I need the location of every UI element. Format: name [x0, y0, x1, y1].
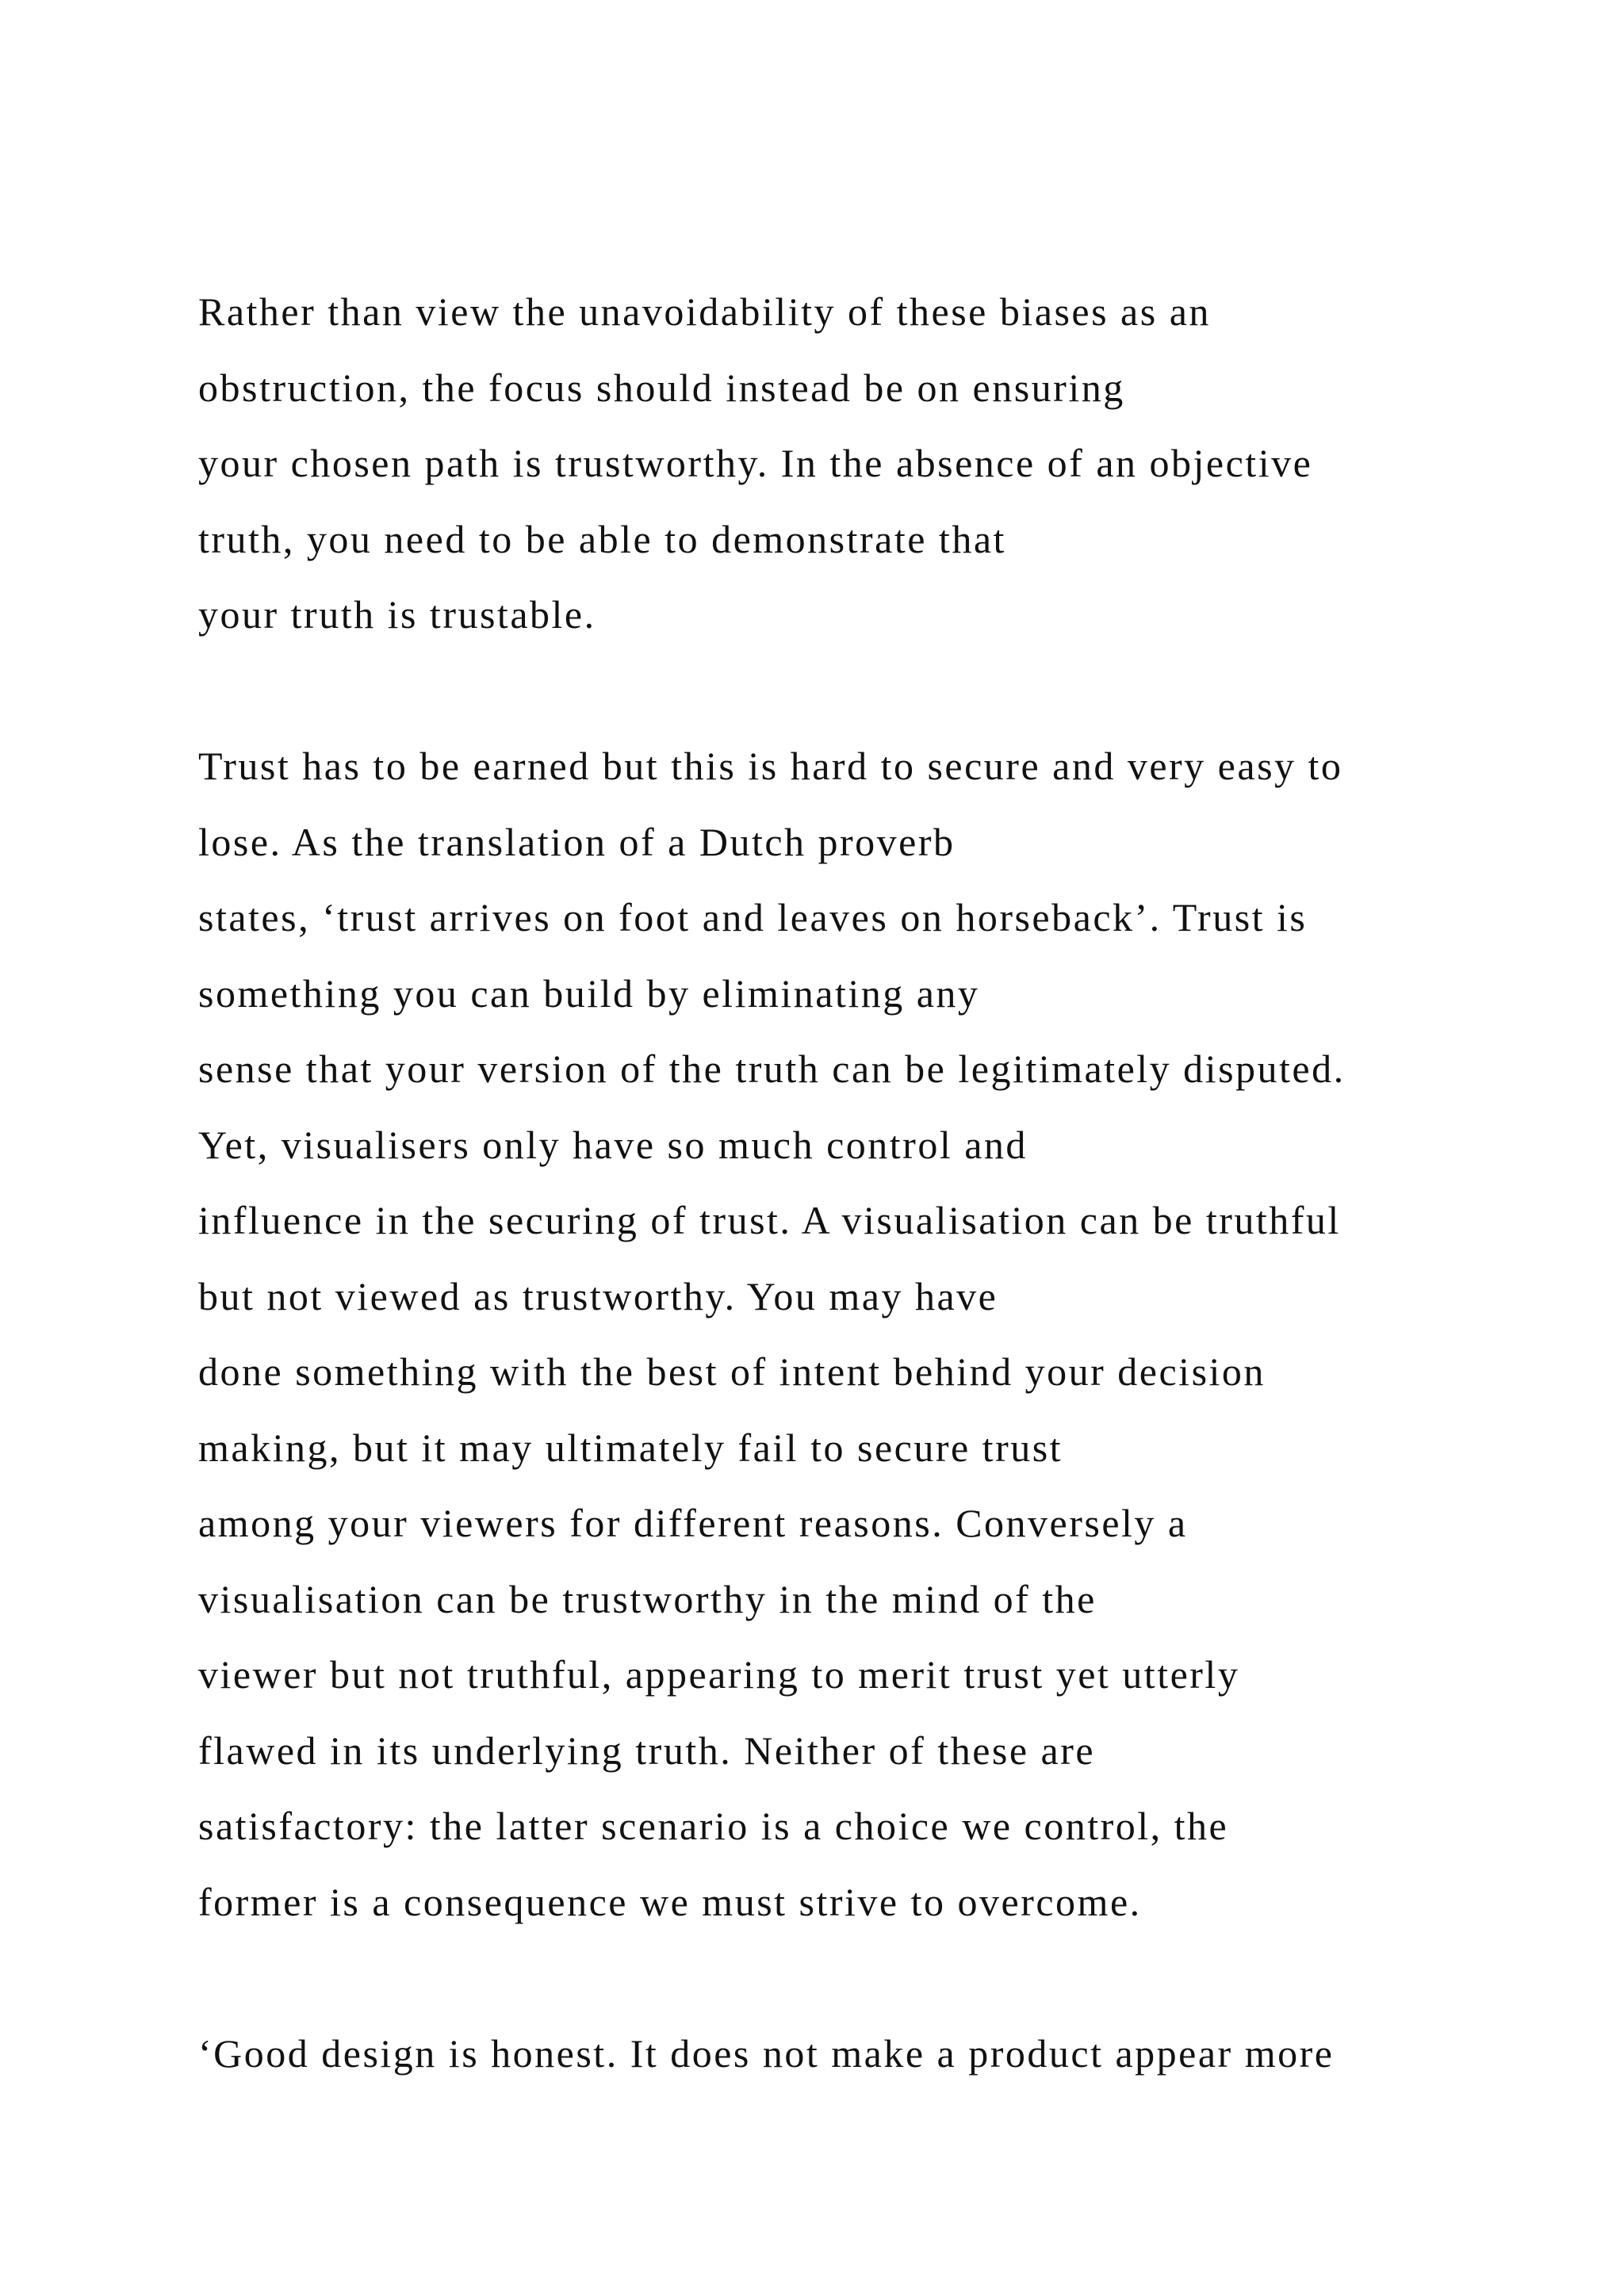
text-line: viewer but not truthful, appearing to merit trust yet utterly — [198, 1652, 1240, 1697]
text-line: among your viewers for different reasons. Conversely a — [198, 1501, 1188, 1545]
text-line: influence in the securing of trust. A visualisation can be truthful — [198, 1198, 1341, 1242]
text-line: Rather than view the unavoidability of these biases as an — [198, 289, 1211, 334]
text-line: ‘Good design is honest. It does not make a product appear more — [198, 2030, 1335, 2076]
text-line: but not viewed as trustworthy. You may have — [198, 1273, 998, 1318]
paragraph — [198, 2016, 1546, 2092]
text-line: sense that your version of the truth can be legitimately disputed. — [198, 1047, 1346, 1091]
text-line: truth, you need to be able to demonstrate that — [198, 516, 1006, 561]
text-line: Trust has to be earned but this is hard to secure and very easy to — [198, 744, 1343, 788]
text-line: obstruction, the focus should instead be on ensuring — [198, 365, 1125, 410]
text-line: former is a consequence we must strive to overcome. — [198, 1879, 1142, 1924]
body-text — [198, 274, 1546, 2091]
paragraph-gap — [198, 1940, 1546, 2016]
text-line: lose. As the translation of a Dutch proverb — [198, 819, 956, 864]
text-line: flawed in its underlying truth. Neither of these are — [198, 1728, 1096, 1773]
text-line: your chosen path is trustworthy. In the absence of an objective — [198, 441, 1313, 485]
paragraph-gap — [198, 653, 1546, 729]
paragraph — [198, 274, 1546, 653]
text-line: something you can build by eliminating any — [198, 970, 980, 1016]
text-line: Yet, visualisers only have so much control and — [198, 1122, 1028, 1167]
text-line: your truth is trustable. — [198, 592, 596, 637]
text-line: done something with the best of intent behind your decision — [198, 1349, 1266, 1394]
text-line: making, but it may ultimately fail to secure trust — [198, 1425, 1063, 1470]
text-line: satisfactory: the latter scenario is a choice we control, the — [198, 1804, 1229, 1848]
text-line: states, ‘trust arrives on foot and leaves on horseback’. Trust is — [198, 895, 1308, 939]
text-line: visualisation can be trustworthy in the mind of the — [198, 1576, 1097, 1621]
paragraph — [198, 729, 1546, 1940]
